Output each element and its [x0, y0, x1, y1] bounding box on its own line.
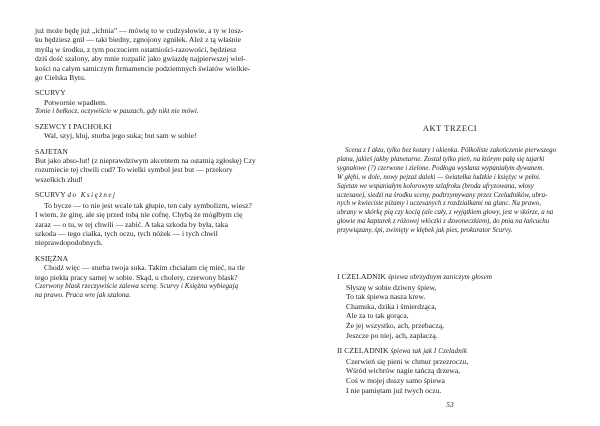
right-dialogue [337, 272, 569, 401]
text-line: go Cielska Bytu. [35, 73, 86, 83]
text-line: już może będę już „ichnia” — mówię to w cudzysłowie, a ty w losz- [35, 26, 244, 35]
scene-line: sygnałowe (?) czerwone i zielone. Podłoga wysłana wypaniałym dywanem. [337, 164, 545, 172]
text-line: myślą w środku, z tym poczuciem ostatniości-razowości, będziesz [35, 44, 237, 54]
scene-line: ubrany w skórkę pią czy kocią (ale cały, z wyjątkiem głowy, jest w skórze, a na [337, 209, 554, 217]
text-line: dziś dość szalony, aby mnie rozpalić jako gwiazdę najpierwszej wiel- [35, 54, 246, 64]
speech-line: Potwornie wpadłem. [44, 97, 107, 107]
scene-line: głowie ma kapturek z różowej włóczki z dzwoneczkiem), do pnia na łańcuchu [337, 218, 550, 226]
speech [35, 201, 273, 248]
speaker-label: KSIĘŻNA [35, 253, 69, 263]
speech-line: To bycze — to nie jest wcale tak głupie, ten cały symbolizm, wiesz? [44, 200, 252, 210]
dialogue-block [337, 346, 569, 395]
speech [35, 263, 273, 282]
text-line: kości na całym samiczym firmamencie podziemnych światów wielkie- [35, 63, 251, 73]
speech [35, 131, 273, 140]
stage-direction: na prawo. Praca wre jak szalona. [35, 290, 131, 299]
speech-line: rozumiecie tej chwili cud? To wielki symbol jest but — przekory [35, 165, 233, 175]
scene-line: przywiązany, śpi, zwinięty w kłębek jak pies, prokurator Scurvy. [337, 227, 513, 235]
speaker-label: SCURVY [35, 190, 66, 200]
speaker-label: I CZELADNIK [337, 272, 386, 281]
scene-line: Sajetan we wspaniałym kolorowym szlafroku (broda ufryzowana, włosy [337, 182, 534, 190]
scene-line: nych w kwieciste piżamy i uczesanych z rozdziałkami na glanc. Na prawo, [337, 200, 541, 208]
verse-line: Jeszcze po niej, ach, zapłaczą. [346, 330, 438, 340]
speech-line: I wiem, że ginę, ale się przed tobą nie cofnę. Chybą że mógłbym cię [35, 210, 243, 220]
speech-line: nieprawdopodobnych. [35, 238, 103, 248]
song-verse [337, 357, 569, 395]
verse-line: Chamska, dzika i śmierdząca, [346, 301, 437, 311]
scene-line: W głębi, w dole, nowy pejzaż daleki — światełka ludzkie i księżyc w pełni. [337, 173, 541, 181]
scene-line: planu, jakieś jakby planetarne. Został tylko pień, na którym pałą się tajarki [337, 155, 545, 163]
scene-line: uczesane), siedzi na środku sceny, podtrzymywany przez Czeladników, ubra- [337, 191, 548, 199]
speech-line: Wal, szyj, kluj, sturba jego suka; but sam w sobie! [44, 131, 197, 141]
verse-line: Czerwień się pieni w chmur przezroczu, [346, 356, 469, 366]
act-title: AKT TRZECI [422, 124, 478, 133]
speaker-name [337, 272, 569, 283]
verse-line: Wśród wichrów nagie tańczą drzewa, [346, 366, 461, 376]
verse-line: Że jej wszystko, ach, przebaczą, [346, 320, 445, 330]
dialogue-block [337, 272, 569, 340]
text-line: ku będziesz gnił — taki biedny, zgnojony zgniłek. Ależ z tą właśnie [35, 35, 241, 45]
song-verse [337, 283, 569, 341]
verse-line: Coś w mojej duszy samo śpiewa [346, 375, 445, 385]
speech [35, 98, 273, 107]
stage-direction: Czerwony blask rzeczywiście zalewa scenę. Scurvy i Księżna wybiegają [35, 281, 239, 290]
speaker-name [337, 346, 569, 357]
speaker-label: SZEWCY I PACHOŁKI [35, 121, 112, 131]
scene-description [337, 147, 569, 236]
speech-line: szkoda — tego ciałka, tych oczu, tych nóżek — i tych chwil [35, 228, 218, 238]
speaker-name [35, 190, 273, 200]
speech-line: zaraz — o tu, w tej chwili — zabić. A taka szkoda by była, taka [35, 219, 228, 229]
page-number: 53 [446, 400, 454, 409]
speaker-name [35, 122, 273, 131]
speaker-direction: do Księżnej [67, 191, 117, 200]
speech-line: Chodź więc — sturba twoja suka. Takim chciałam cię mieć, na tle [44, 263, 245, 273]
verse-line: I nie pamiętam już twych oczu. [346, 385, 442, 395]
speech-line: But jako abso-lut! (z nieprawdziwym akcentem na ostatnią zgłoskę) Czy [35, 156, 256, 166]
verse-line: To tak śpiewa nasza krew. [346, 292, 426, 302]
left-text-column [35, 26, 273, 299]
stage-direction: Tonie i bełkocz, oczywiście w pauzach, gdy nikt nie mówi. [35, 107, 199, 116]
speaker-direction: śpiewa tak jak I Czeladnik [390, 347, 468, 356]
speaker-label: SAJETAN [35, 146, 68, 156]
speaker-name [35, 147, 273, 156]
speaker-label: II CZELADNIK [337, 346, 389, 356]
verse-line: Słyszę w sobie dziwny śpiew, [346, 282, 437, 292]
speech-line: tego piekła pracy samej w sobie. Skąd, u cholery, czerwony blask? [35, 272, 238, 282]
opening-paragraph [35, 26, 273, 82]
scene-line: Scena z I aktu, tylko bez kotary i okienka. Półkoliste zakończenie pierwszego [345, 147, 557, 154]
speaker-name [35, 254, 273, 263]
speech [35, 156, 273, 184]
verse-line: Ale za to tak gorąca, [346, 311, 409, 321]
speaker-label: SCURVY [35, 88, 66, 98]
speech-line: wszelkich złud! [35, 174, 83, 184]
speaker-direction: śpiewa obrzydnym zaniczym głosem [387, 273, 493, 281]
speaker-name [35, 88, 273, 97]
